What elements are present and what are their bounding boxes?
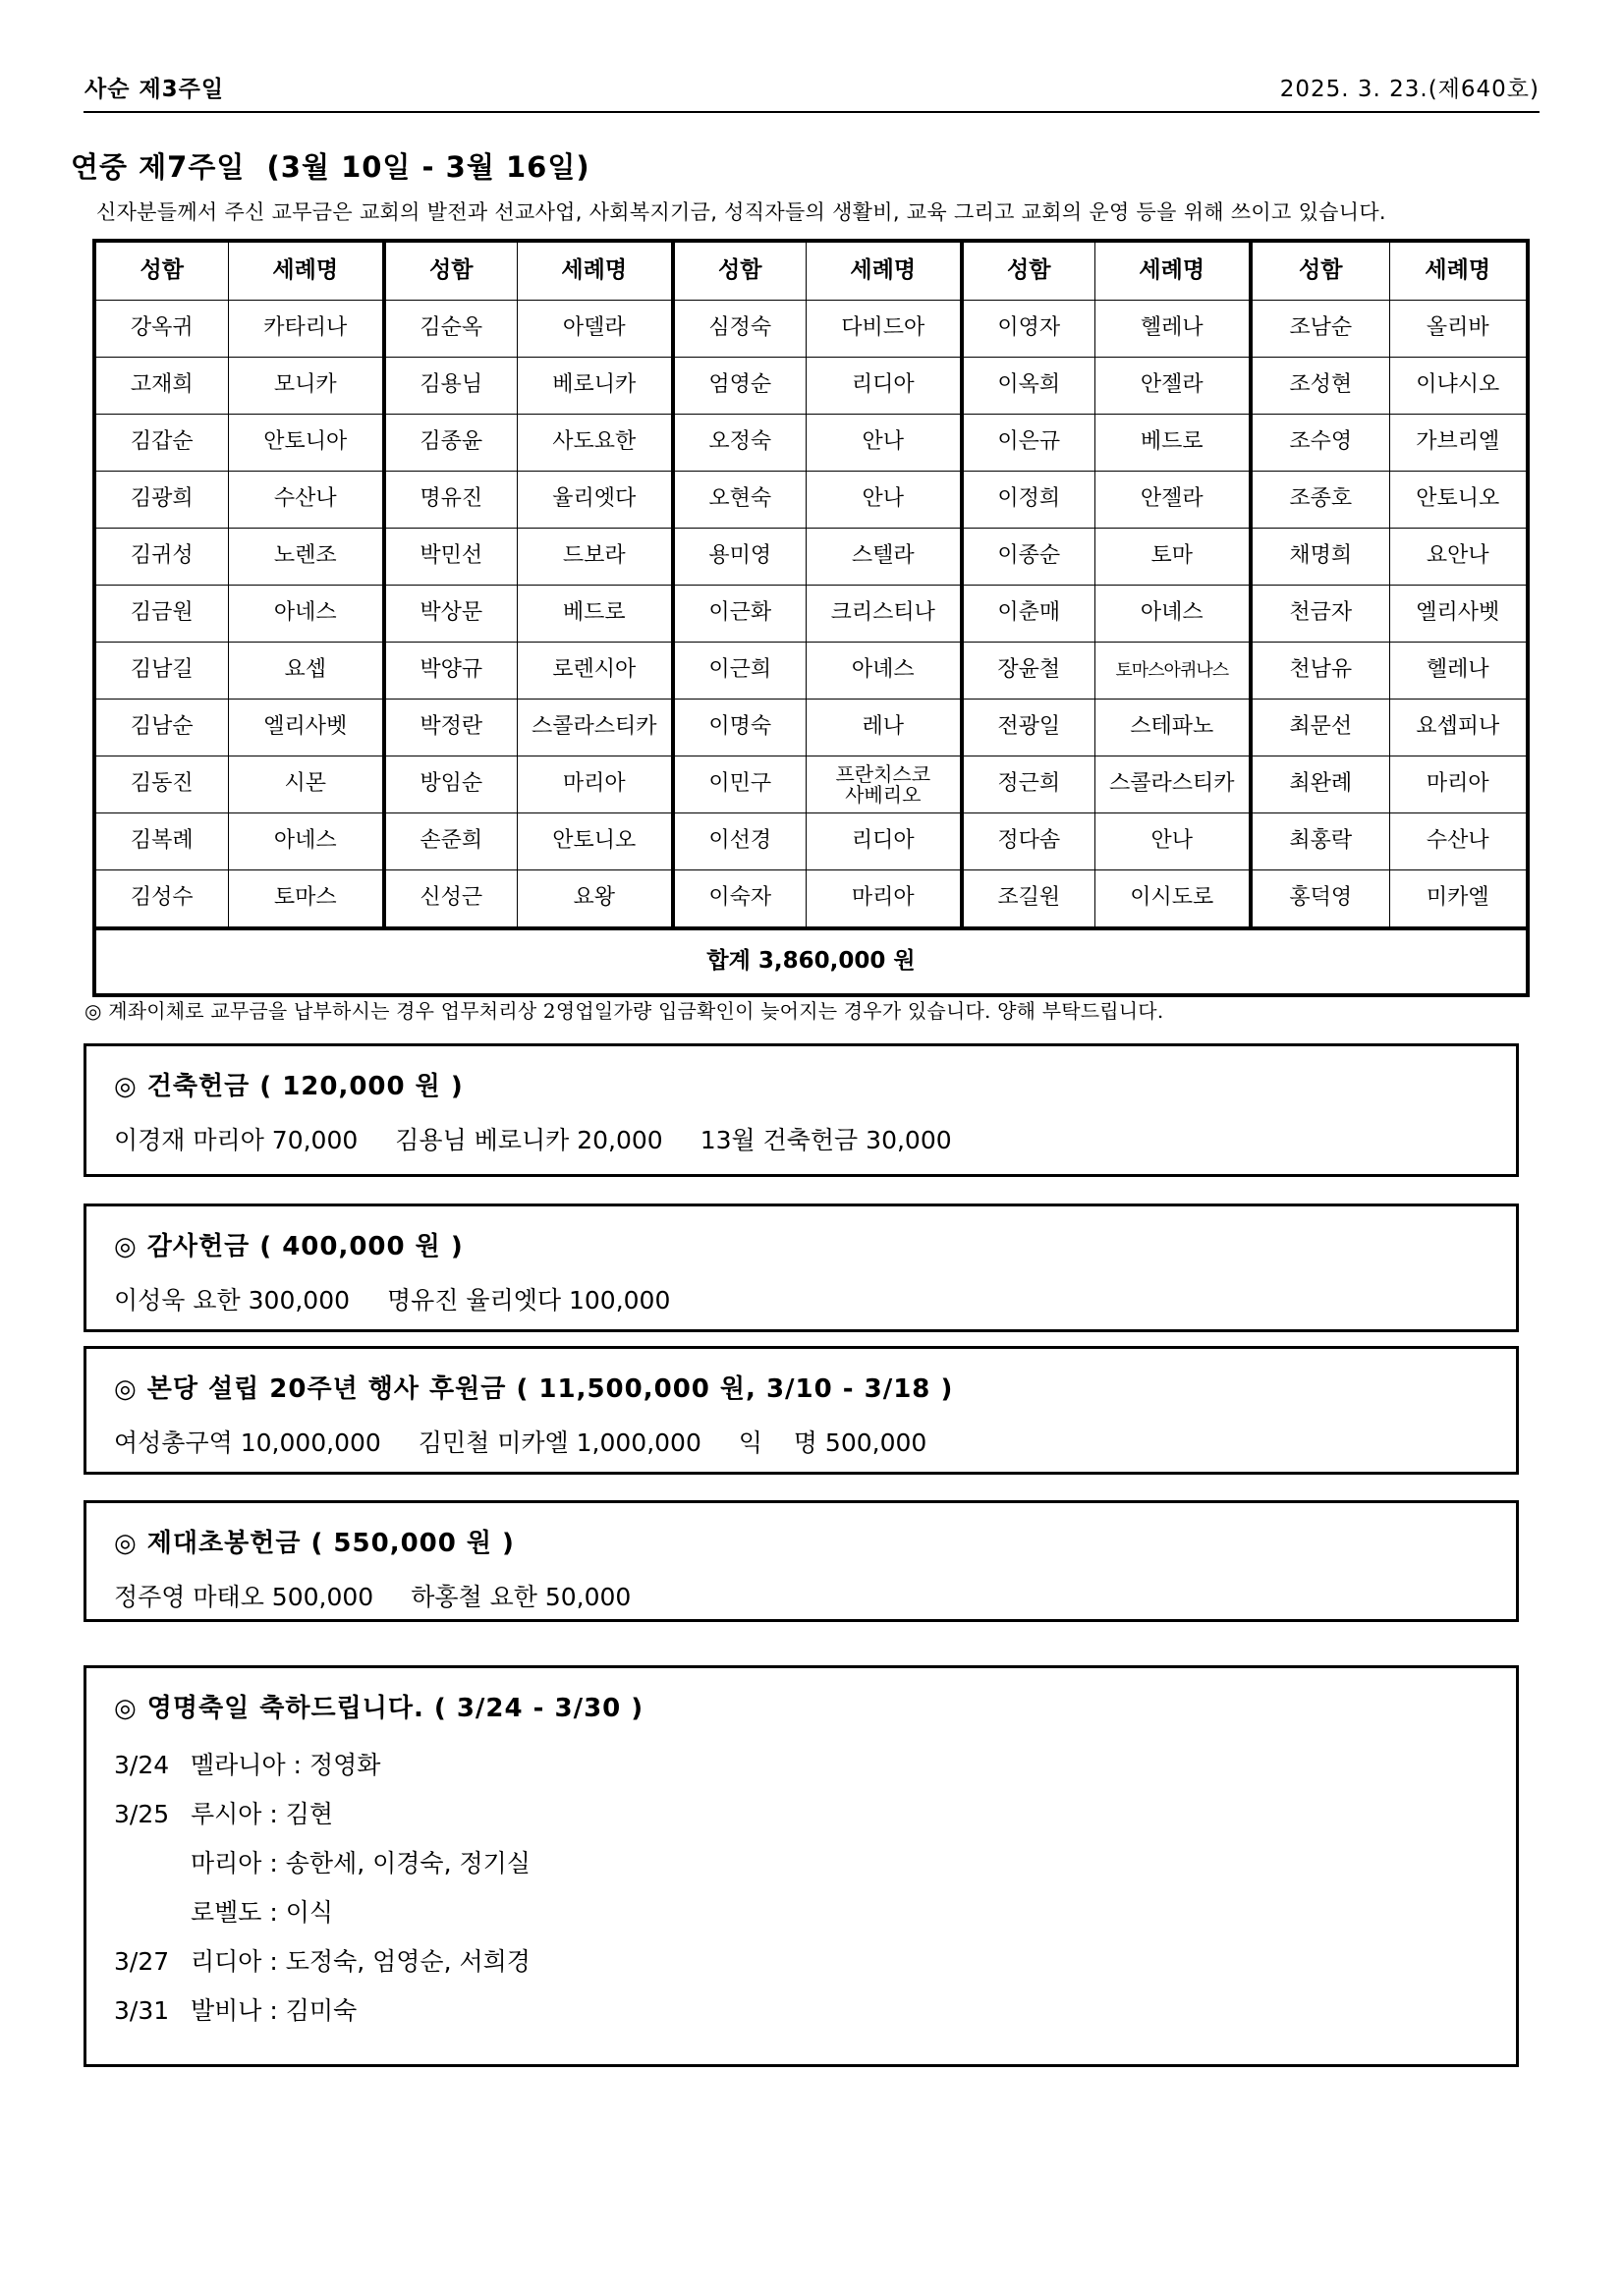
baptismal-name-cell: 토마 — [1094, 529, 1251, 586]
donor-name-cell: 박상문 — [384, 586, 517, 643]
baptismal-name-cell: 레나 — [806, 700, 962, 756]
feast-date: 3/27 — [114, 1947, 170, 1976]
donor-name-cell: 김성수 — [94, 870, 228, 929]
baptismal-name-cell: 안젤라 — [1094, 358, 1251, 415]
donor-name-cell: 이옥희 — [962, 358, 1094, 415]
building-fund-entries — [114, 1121, 952, 1156]
column-header-baptismal-name: 세례명 — [517, 241, 673, 301]
saint-name: 로벨도 — [191, 1898, 262, 1927]
donor-name-cell: 이근희 — [673, 643, 806, 700]
donation-entry: 정주영 마태오 500,000 — [114, 1583, 374, 1611]
baptismal-name-cell: 안나 — [806, 415, 962, 472]
saint-name: 발비나 — [191, 1996, 262, 2025]
separator-colon: : — [261, 1800, 286, 1828]
donor-name-cell: 천금자 — [1251, 586, 1389, 643]
baptismal-name-cell: 수산나 — [228, 472, 384, 529]
baptismal-name-cell: 아녜스 — [806, 643, 962, 700]
donor-name-cell: 이은규 — [962, 415, 1094, 472]
donor-name-cell: 조성현 — [1251, 358, 1389, 415]
donor-name-cell: 김복례 — [94, 813, 228, 870]
donor-name-cell: 김귀성 — [94, 529, 228, 586]
building-fund-title: ◎ 건축헌금 ( 120,000 원 ) — [114, 1072, 464, 1101]
anniversary-fund-title: ◎ 본당 설립 20주년 행사 후원금 ( 11,500,000 원, 3/10 - 3/18 ) — [114, 1374, 954, 1404]
feast-day-entry — [114, 1844, 531, 1879]
donation-entry: 명유진 율리엣다 100,000 — [387, 1286, 671, 1315]
column-header-baptismal-name: 세례명 — [806, 241, 962, 301]
donor-name-cell: 채명희 — [1251, 529, 1389, 586]
column-header-name: 성함 — [94, 241, 228, 301]
separator-colon: : — [285, 1751, 309, 1779]
donor-name-cell: 장윤철 — [962, 643, 1094, 700]
baptismal-name-cell: 프란치스코 사베리오 — [806, 756, 962, 813]
donor-name-cell: 정다솜 — [962, 813, 1094, 870]
baptismal-name-cell: 안토니오 — [517, 813, 673, 870]
feast-day-entry — [114, 1893, 333, 1929]
member-names: 김현 — [285, 1800, 334, 1828]
baptismal-name-cell: 사도요한 — [517, 415, 673, 472]
saint-name: 마리아 — [191, 1849, 262, 1877]
donor-name-cell: 이민구 — [673, 756, 806, 813]
donor-name-cell: 고재희 — [94, 358, 228, 415]
donor-name-cell: 이명숙 — [673, 700, 806, 756]
baptismal-name-cell: 안토니아 — [228, 415, 384, 472]
donor-name-cell: 박민선 — [384, 529, 517, 586]
donor-name-cell: 조길원 — [962, 870, 1094, 929]
donor-name-cell: 박양규 — [384, 643, 517, 700]
baptismal-name-cell: 베드로 — [517, 586, 673, 643]
donation-entry: 익 명 500,000 — [738, 1428, 927, 1457]
donor-name-cell: 김남순 — [94, 700, 228, 756]
feast-day-title: ◎ 영명축일 축하드립니다. ( 3/24 - 3/30 ) — [114, 1694, 644, 1723]
baptismal-name-cell: 아델라 — [517, 301, 673, 358]
altar-candle-fund-entries — [114, 1578, 631, 1613]
baptismal-name-cell: 올리바 — [1389, 301, 1528, 358]
baptismal-name-cell: 안나 — [1094, 813, 1251, 870]
donation-entry: 이성욱 요한 300,000 — [114, 1286, 351, 1315]
donor-name-cell: 최문선 — [1251, 700, 1389, 756]
baptismal-name-cell: 스텔라 — [806, 529, 962, 586]
thanksgiving-fund-entries — [114, 1281, 670, 1316]
donor-name-cell: 이선경 — [673, 813, 806, 870]
separator-colon: : — [261, 1996, 286, 2025]
table-row — [94, 870, 1528, 929]
baptismal-name-cell: 안토니오 — [1389, 472, 1528, 529]
baptismal-name-cell: 마리아 — [1389, 756, 1528, 813]
donor-table — [92, 239, 1530, 997]
table-header-row — [94, 241, 1528, 301]
donation-entry: 13월 건축헌금 30,000 — [700, 1126, 952, 1154]
donation-entry: 하홍철 요한 50,000 — [411, 1583, 632, 1611]
feast-day-entry — [114, 1795, 333, 1830]
donor-name-cell: 김갑순 — [94, 415, 228, 472]
donor-name-cell: 김용님 — [384, 358, 517, 415]
table-row — [94, 529, 1528, 586]
donation-entry: 김민철 미카엘 1,000,000 — [418, 1428, 701, 1457]
donor-name-cell: 신성근 — [384, 870, 517, 929]
thanksgiving-fund-title: ◎ 감사헌금 ( 400,000 원 ) — [114, 1232, 464, 1261]
baptismal-name-cell: 다비드아 — [806, 301, 962, 358]
member-names: 정영화 — [308, 1751, 381, 1779]
donor-name-cell: 이근화 — [673, 586, 806, 643]
table-total-row — [94, 928, 1528, 995]
donor-name-cell: 방임순 — [384, 756, 517, 813]
column-header-baptismal-name: 세례명 — [1389, 241, 1528, 301]
donor-name-cell: 김순옥 — [384, 301, 517, 358]
donor-name-cell: 이정희 — [962, 472, 1094, 529]
feast-day-entry — [114, 1942, 531, 1978]
donor-name-cell: 전광일 — [962, 700, 1094, 756]
separator-colon: : — [261, 1947, 286, 1976]
donor-name-cell: 김광희 — [94, 472, 228, 529]
baptismal-name-cell: 헬레나 — [1389, 643, 1528, 700]
member-names: 이식 — [285, 1898, 334, 1927]
donor-name-cell: 최완례 — [1251, 756, 1389, 813]
donor-name-cell: 명유진 — [384, 472, 517, 529]
donor-name-cell: 김종윤 — [384, 415, 517, 472]
baptismal-name-cell: 엘리사벳 — [228, 700, 384, 756]
baptismal-name-cell: 율리엣다 — [517, 472, 673, 529]
table-row — [94, 756, 1528, 813]
donor-name-cell: 이영자 — [962, 301, 1094, 358]
donor-name-cell: 엄영순 — [673, 358, 806, 415]
baptismal-name-cell: 크리스티나 — [806, 586, 962, 643]
donor-name-cell: 천남유 — [1251, 643, 1389, 700]
member-names: 송한세, 이경숙, 정기실 — [285, 1849, 531, 1877]
column-header-baptismal-name: 세례명 — [1094, 241, 1251, 301]
feast-day-entry — [114, 1746, 380, 1781]
saint-name: 리디아 — [191, 1947, 262, 1976]
saint-name: 멜라니아 — [191, 1751, 286, 1779]
baptismal-name-cell: 이냐시오 — [1389, 358, 1528, 415]
baptismal-name-cell: 요왕 — [517, 870, 673, 929]
donation-entry: 여성총구역 10,000,000 — [114, 1428, 381, 1457]
altar-candle-fund-box — [84, 1500, 1519, 1622]
donation-entry: 김용님 베로니카 20,000 — [395, 1126, 663, 1154]
baptismal-name-cell: 아네스 — [228, 813, 384, 870]
bulletin-date-issue: 2025. 3. 23.(제640호) — [1279, 77, 1540, 102]
baptismal-name-cell: 스테파노 — [1094, 700, 1251, 756]
donor-name-cell: 홍덕영 — [1251, 870, 1389, 929]
table-row — [94, 813, 1528, 870]
donor-name-cell: 김동진 — [94, 756, 228, 813]
header-divider — [84, 111, 1540, 113]
table-row — [94, 358, 1528, 415]
feast-date: 3/24 — [114, 1751, 170, 1779]
donor-name-cell: 이춘매 — [962, 586, 1094, 643]
table-row — [94, 301, 1528, 358]
table-row — [94, 643, 1528, 700]
donor-name-cell: 조수영 — [1251, 415, 1389, 472]
section-intro: 신자분들께서 주신 교무금은 교회의 발전과 선교사업, 사회복지기금, 성직자들의 생활비, 교육 그리고 교회의 운영 등을 위해 쓰이고 있습니다. — [96, 200, 1386, 224]
transfer-notice: ◎ 계좌이체로 교무금을 납부하시는 경우 업무처리상 2영업일가량 입금확인이 늦어지는 경우가 있습니다. 양해 부탁드립니다. — [84, 999, 1164, 1023]
separator-colon: : — [261, 1849, 286, 1877]
anniversary-fund-box — [84, 1346, 1519, 1475]
donor-name-cell: 손준희 — [384, 813, 517, 870]
baptismal-name-cell: 베로니카 — [517, 358, 673, 415]
anniversary-fund-entries — [114, 1424, 926, 1459]
column-header-name: 성함 — [673, 241, 806, 301]
feast-date: 3/25 — [114, 1800, 170, 1828]
member-names: 도정숙, 엄영순, 서희경 — [285, 1947, 531, 1976]
baptismal-name-cell: 마리아 — [517, 756, 673, 813]
baptismal-name-cell: 미카엘 — [1389, 870, 1528, 929]
baptismal-name-cell: 토마스아퀴나스 — [1094, 643, 1251, 700]
table-row — [94, 700, 1528, 756]
donation-entry: 이경재 마리아 70,000 — [114, 1126, 359, 1154]
donor-name-cell: 조종호 — [1251, 472, 1389, 529]
baptismal-name-cell: 시몬 — [228, 756, 384, 813]
saint-name: 루시아 — [191, 1800, 262, 1828]
donor-name-cell: 조남순 — [1251, 301, 1389, 358]
donor-name-cell: 오정숙 — [673, 415, 806, 472]
baptismal-name-cell: 베드로 — [1094, 415, 1251, 472]
altar-candle-fund-title: ◎ 제대초봉헌금 ( 550,000 원 ) — [114, 1529, 515, 1558]
baptismal-name-cell: 요셉 — [228, 643, 384, 700]
donor-name-cell: 김금원 — [94, 586, 228, 643]
column-header-name: 성함 — [384, 241, 517, 301]
baptismal-name-cell: 리디아 — [806, 358, 962, 415]
baptismal-name-cell: 리디아 — [806, 813, 962, 870]
baptismal-name-cell: 가브리엘 — [1389, 415, 1528, 472]
table-row — [94, 472, 1528, 529]
donor-name-cell: 심정숙 — [673, 301, 806, 358]
baptismal-name-cell: 요셉피나 — [1389, 700, 1528, 756]
baptismal-name-cell: 이시도로 — [1094, 870, 1251, 929]
donor-name-cell: 이종순 — [962, 529, 1094, 586]
baptismal-name-cell: 스콜라스티카 — [1094, 756, 1251, 813]
baptismal-name-cell: 카타리나 — [228, 301, 384, 358]
donor-name-cell: 최홍락 — [1251, 813, 1389, 870]
column-header-name: 성함 — [962, 241, 1094, 301]
baptismal-name-cell: 모니카 — [228, 358, 384, 415]
baptismal-name-cell: 요안나 — [1389, 529, 1528, 586]
baptismal-name-cell: 마리아 — [806, 870, 962, 929]
donor-name-cell: 용미영 — [673, 529, 806, 586]
donor-name-cell: 이숙자 — [673, 870, 806, 929]
baptismal-name-cell: 로렌시아 — [517, 643, 673, 700]
baptismal-name-cell: 아네스 — [228, 586, 384, 643]
baptismal-name-cell: 드보라 — [517, 529, 673, 586]
feast-day-box — [84, 1665, 1519, 2067]
baptismal-name-cell: 노렌조 — [228, 529, 384, 586]
thanksgiving-fund-box — [84, 1204, 1519, 1332]
table-row — [94, 586, 1528, 643]
column-header-baptismal-name: 세례명 — [228, 241, 384, 301]
baptismal-name-cell: 안나 — [806, 472, 962, 529]
column-header-name: 성함 — [1251, 241, 1389, 301]
member-names: 김미숙 — [285, 1996, 358, 2025]
baptismal-name-cell: 엘리사벳 — [1389, 586, 1528, 643]
baptismal-name-cell: 수산나 — [1389, 813, 1528, 870]
baptismal-name-cell: 스콜라스티카 — [517, 700, 673, 756]
building-fund-box — [84, 1043, 1519, 1177]
donor-name-cell: 오현숙 — [673, 472, 806, 529]
donor-name-cell: 박정란 — [384, 700, 517, 756]
baptismal-name-cell: 헬레나 — [1094, 301, 1251, 358]
separator-colon: : — [261, 1898, 286, 1927]
bulletin-week-label: 사순 제3주일 — [84, 77, 225, 102]
baptismal-name-cell: 토마스 — [228, 870, 384, 929]
donor-name-cell: 정근희 — [962, 756, 1094, 813]
feast-day-entry — [114, 1991, 357, 2027]
baptismal-name-cell: 안젤라 — [1094, 472, 1251, 529]
donor-name-cell: 강옥귀 — [94, 301, 228, 358]
baptismal-name-cell: 아녜스 — [1094, 586, 1251, 643]
table-row — [94, 415, 1528, 472]
donor-name-cell: 김남길 — [94, 643, 228, 700]
feast-date: 3/31 — [114, 1996, 170, 2025]
section-title: 연중 제7주일 (3월 10일 - 3월 16일) — [71, 150, 590, 184]
total-amount: 합계 3,860,000 원 — [94, 928, 1528, 995]
